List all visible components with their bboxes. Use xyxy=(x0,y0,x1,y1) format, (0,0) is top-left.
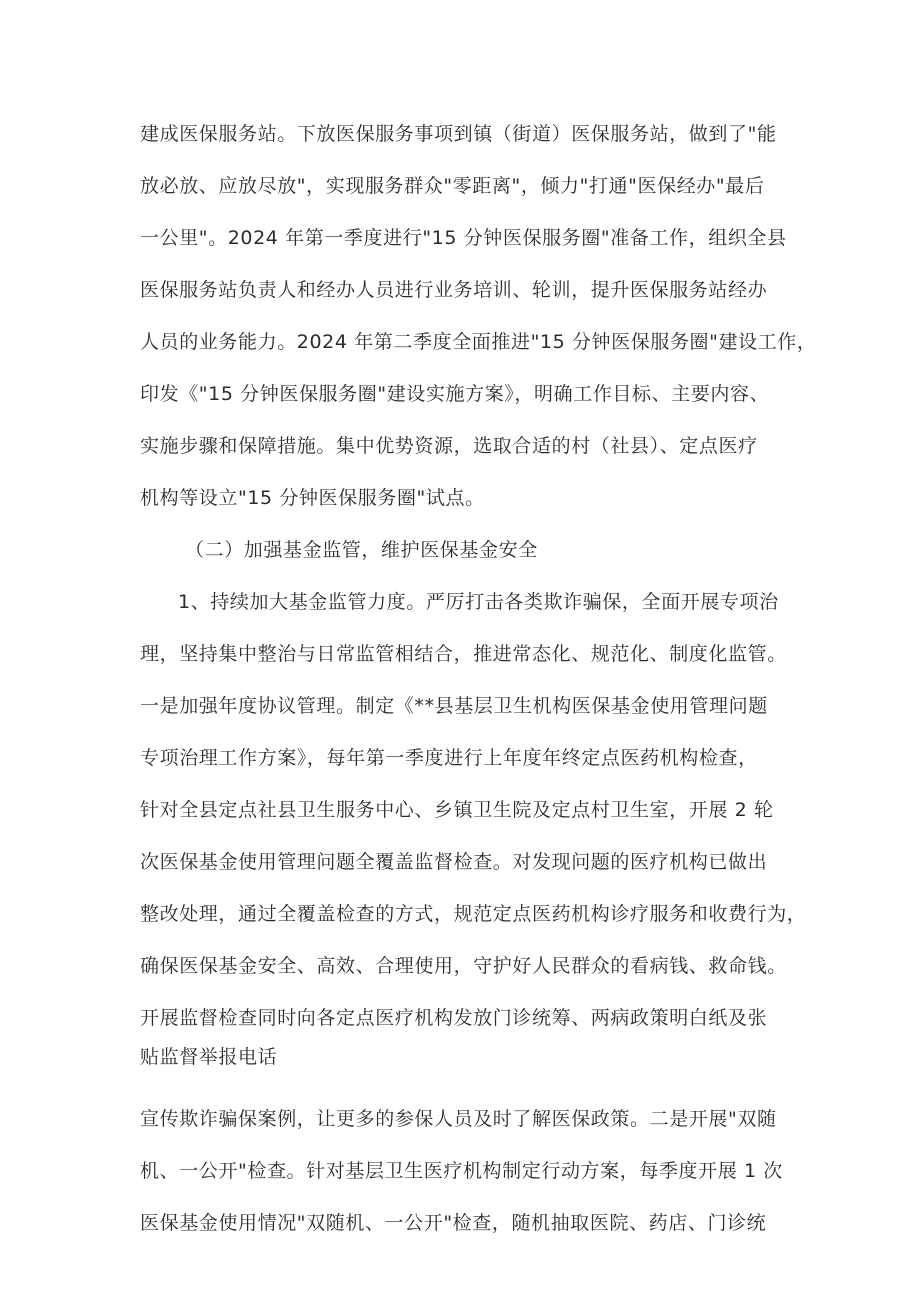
text-line: 医保基金使用情况"双随机、一公开"检查，随机抽取医院、药店、门诊统 xyxy=(140,1212,767,1234)
text-line: 一公里"。2024 年第一季度进行"15 分钟医保服务圈"准备工作，组织全县 xyxy=(140,227,787,249)
text-line: 机、一公开"检查。针对基层卫生医疗机构制定行动方案，每季度开展 1 次 xyxy=(140,1160,783,1182)
text-line: 1、持续加大基金监管力度。严厉打击各类欺诈骗保，全面开展专项治 xyxy=(178,591,779,613)
text-line: 医保服务站负责人和经办人员进行业务培训、轮训，提升医保服务站经办 xyxy=(140,279,768,301)
text-line: 确保医保基金安全、高效、合理使用，守护好人民群众的看病钱、救命钱。 xyxy=(140,955,787,977)
section-heading: （二）加强基金监管，维护医保基金安全 xyxy=(185,539,538,561)
text-line: 建成医保服务站。下放医保服务事项到镇（街道）医保服务站，做到了"能 xyxy=(140,123,777,145)
text-line: 机构等设立"15 分钟医保服务圈"试点。 xyxy=(140,487,485,509)
text-line: 人员的业务能力。2024 年第二季度全面推进"15 分钟医保服务圈"建设工作， xyxy=(140,331,817,353)
text-line: 放必放、应放尽放"，实现服务群众"零距离"，倾力"打通"医保经办"最后 xyxy=(140,175,765,197)
text-line: 开展监督检查同时向各定点医疗机构发放门诊统筹、两病政策明白纸及张 xyxy=(140,1007,768,1029)
text-line: 针对全县定点社县卫生服务中心、乡镇卫生院及定点村卫生室，开展 2 轮 xyxy=(140,799,774,821)
text-line: 整改处理，通过全覆盖检查的方式，规范定点医药机构诊疗服务和收费行为， xyxy=(140,903,807,925)
text-line: 宣传欺诈骗保案例，让更多的参保人员及时了解医保政策。二是开展"双随 xyxy=(140,1108,777,1130)
text-line: 贴监督举报电话 xyxy=(140,1046,278,1068)
text-line: 实施步骤和保障措施。集中优势资源，选取合适的村（社县）、定点医疗 xyxy=(140,435,758,457)
text-line: 印发《"15 分钟医保服务圈"建设实施方案》，明确工作目标、主要内容、 xyxy=(140,383,770,405)
text-line: 一是加强年度协议管理。制定《**县基层卫生机构医保基金使用管理问题 xyxy=(140,695,768,717)
text-line: 理，坚持集中整治与日常监管相结合，推进常态化、规范化、制度化监管。 xyxy=(140,643,787,665)
text-line: 次医保基金使用管理问题全覆盖监督检查。对发现问题的医疗机构已做出 xyxy=(140,851,768,873)
text-line: 专项治理工作方案》，每年第一季度进行上年度年终定点医药机构检查， xyxy=(140,747,758,769)
